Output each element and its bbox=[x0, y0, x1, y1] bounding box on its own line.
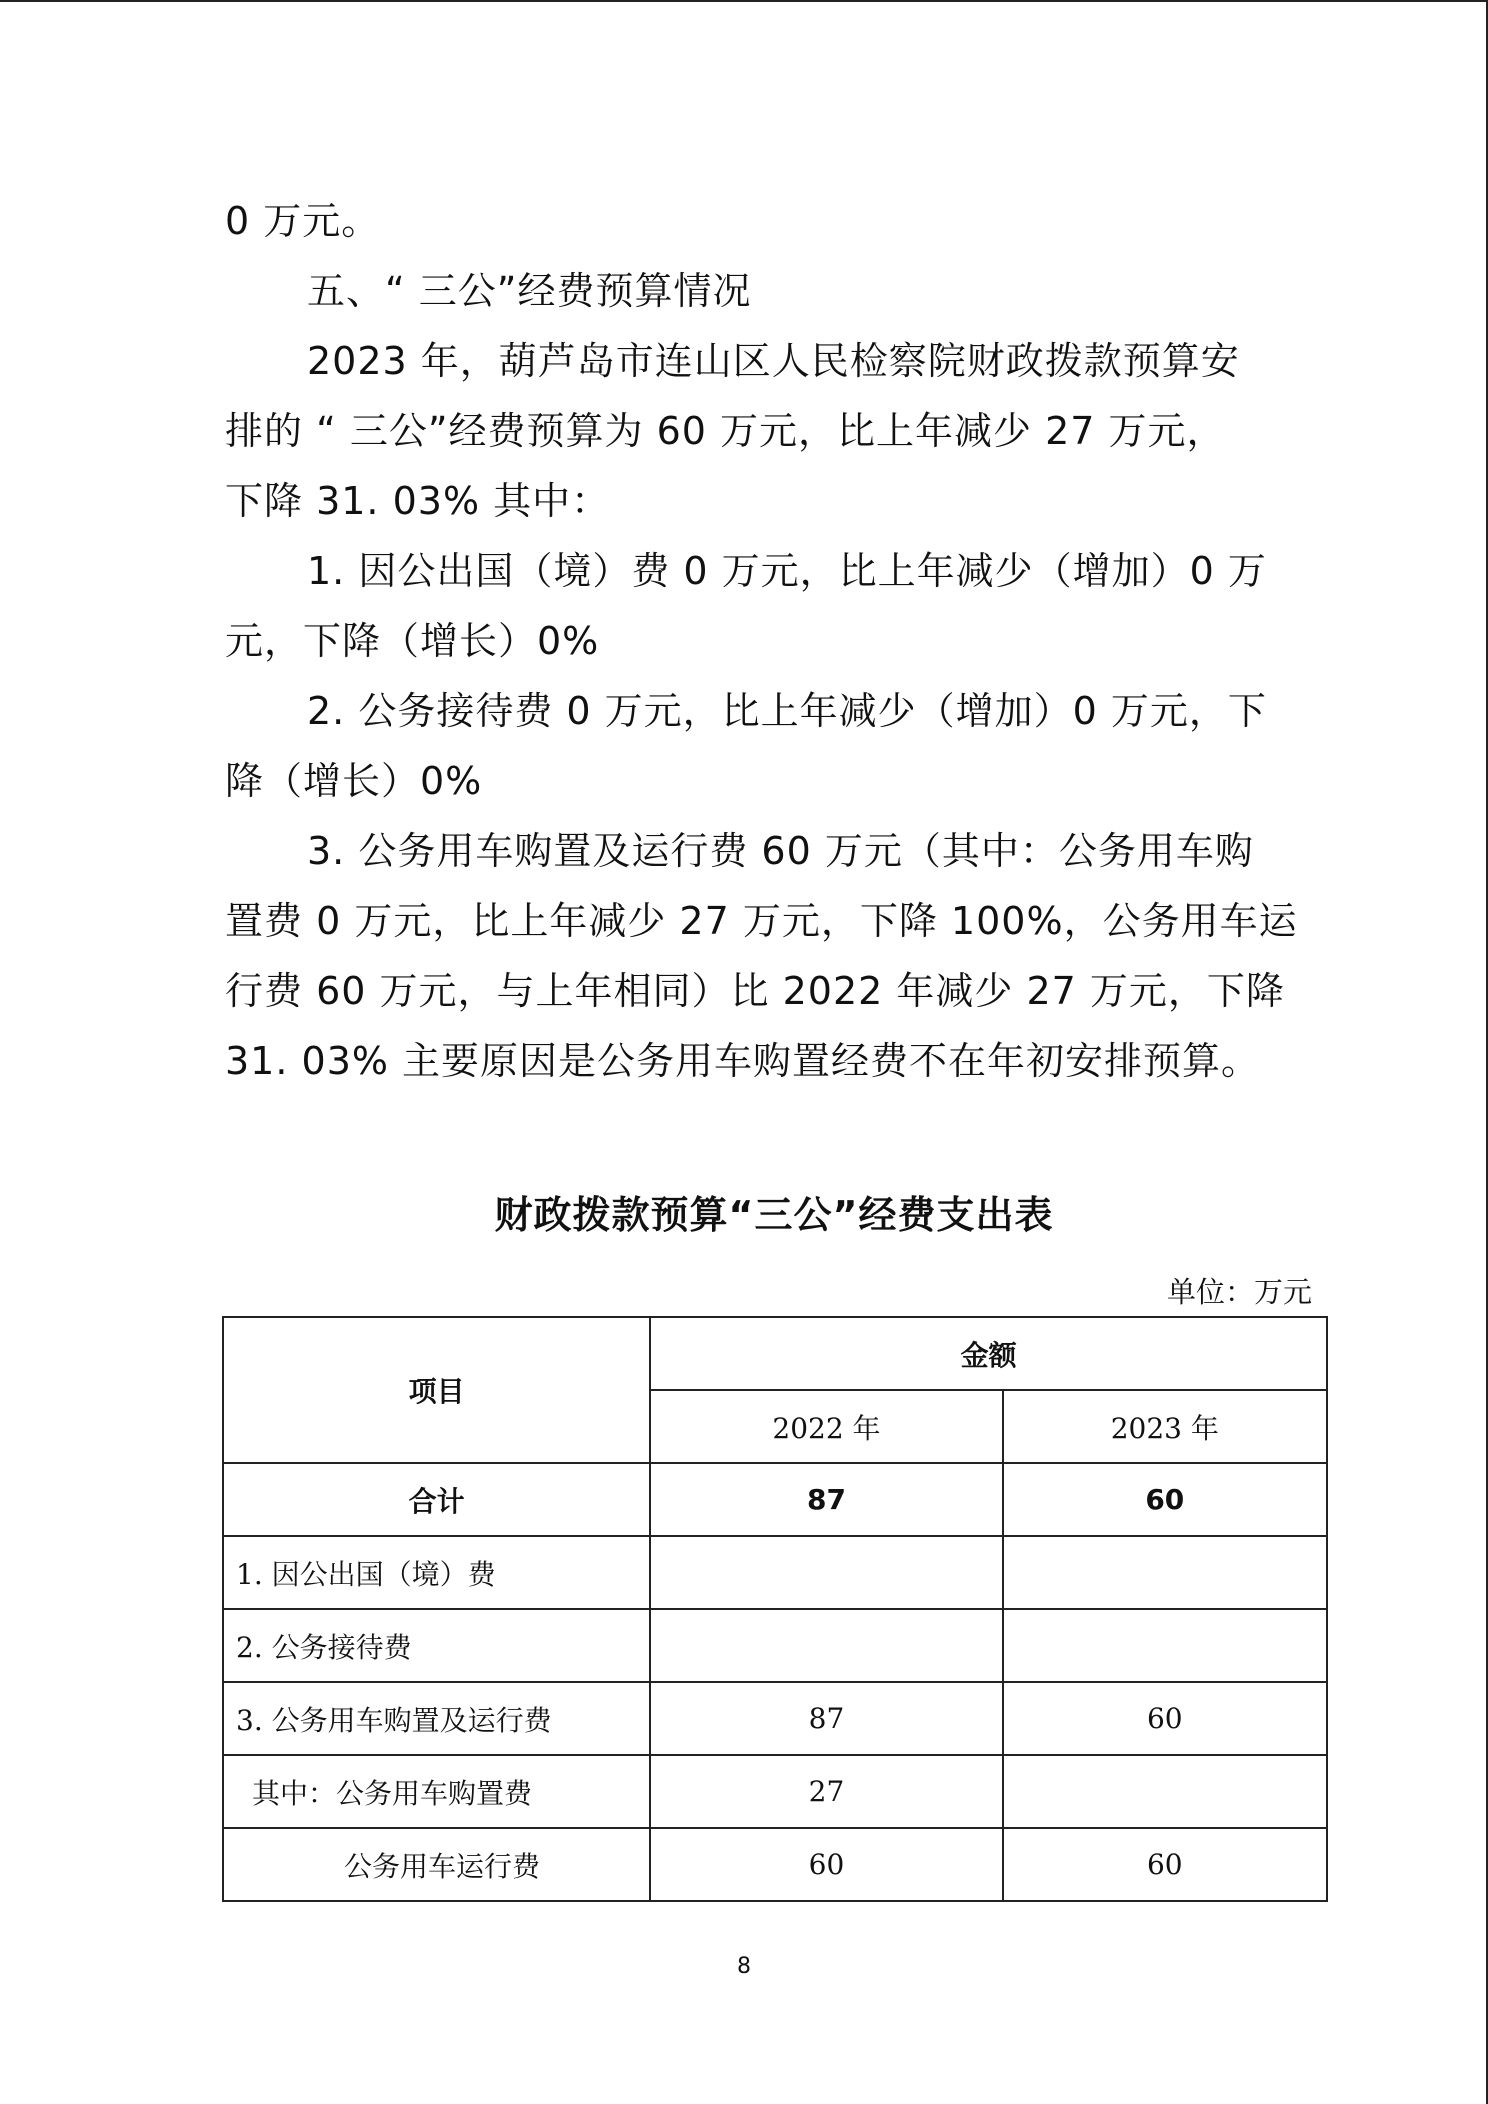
paragraph-line: 排的 “ 三公”经费预算为 60 万元，比上年减少 27 万元， bbox=[225, 409, 1226, 453]
paragraph-line: 0 万元。 bbox=[225, 199, 381, 243]
cell-2023 bbox=[1003, 1609, 1327, 1682]
row-label: 其中：公务用车购置费 bbox=[223, 1755, 650, 1828]
paragraph-line: 2. 公务接待费 0 万元，比上年减少（增加）0 万元，下 bbox=[307, 689, 1267, 733]
row-label: 1. 因公出国（境）费 bbox=[223, 1536, 650, 1609]
table-title: 财政拨款预算“三公”经费支出表 bbox=[494, 1193, 1054, 1237]
cell-2022: 27 bbox=[650, 1755, 1002, 1828]
cell-2022 bbox=[650, 1609, 1002, 1682]
page-number: 8 bbox=[737, 1954, 751, 1979]
table-header-row bbox=[223, 1317, 1327, 1390]
table-row bbox=[223, 1463, 1327, 1536]
paragraph-line: 降（增长）0% bbox=[225, 759, 483, 803]
header-amount: 金额 bbox=[650, 1317, 1327, 1390]
cell-2022 bbox=[650, 1536, 1002, 1609]
table-row bbox=[223, 1536, 1327, 1609]
paragraph-line: 下降 31. 03% 其中： bbox=[225, 479, 611, 523]
table-row bbox=[223, 1828, 1327, 1901]
row-label: 合计 bbox=[223, 1463, 650, 1536]
cell-2023: 60 bbox=[1003, 1682, 1327, 1755]
table-row bbox=[223, 1755, 1327, 1828]
paragraph-line: 1. 因公出国（境）费 0 万元，比上年减少（增加）0 万 bbox=[307, 549, 1267, 593]
cell-2023 bbox=[1003, 1755, 1327, 1828]
budget-table bbox=[222, 1316, 1328, 1902]
unit-label: 单位：万元 bbox=[1166, 1275, 1312, 1309]
paragraph-line: 3. 公务用车购置及运行费 60 万元（其中：公务用车购 bbox=[307, 829, 1254, 873]
paragraph-line: 置费 0 万元，比上年减少 27 万元，下降 100%，公务用车运 bbox=[225, 899, 1298, 943]
header-item: 项目 bbox=[223, 1317, 650, 1463]
header-year-2023: 2023 年 bbox=[1003, 1390, 1327, 1463]
row-label: 3. 公务用车购置及运行费 bbox=[223, 1682, 650, 1755]
table-row bbox=[223, 1682, 1327, 1755]
row-label: 公务用车运行费 bbox=[223, 1828, 650, 1901]
cell-2022: 87 bbox=[650, 1682, 1002, 1755]
section-heading: 五、“ 三公”经费预算情况 bbox=[307, 269, 752, 313]
body-text bbox=[225, 186, 1298, 1096]
paragraph-line: 31. 03% 主要原因是公务用车购置经费不在年初安排预算。 bbox=[225, 1039, 1261, 1083]
cell-2023: 60 bbox=[1003, 1463, 1327, 1536]
paragraph-line: 元，下降（增长）0% bbox=[225, 619, 600, 663]
paragraph-line: 行费 60 万元，与上年相同）比 2022 年减少 27 万元，下降 bbox=[225, 969, 1285, 1013]
cell-2022: 60 bbox=[650, 1828, 1002, 1901]
paragraph-line: 2023 年，葫芦岛市连山区人民检察院财政拨款预算安 bbox=[307, 339, 1240, 383]
cell-2023: 60 bbox=[1003, 1828, 1327, 1901]
cell-2022: 87 bbox=[650, 1463, 1002, 1536]
table-row bbox=[223, 1609, 1327, 1682]
cell-2023 bbox=[1003, 1536, 1327, 1609]
row-label: 2. 公务接待费 bbox=[223, 1609, 650, 1682]
header-year-2022: 2022 年 bbox=[650, 1390, 1002, 1463]
